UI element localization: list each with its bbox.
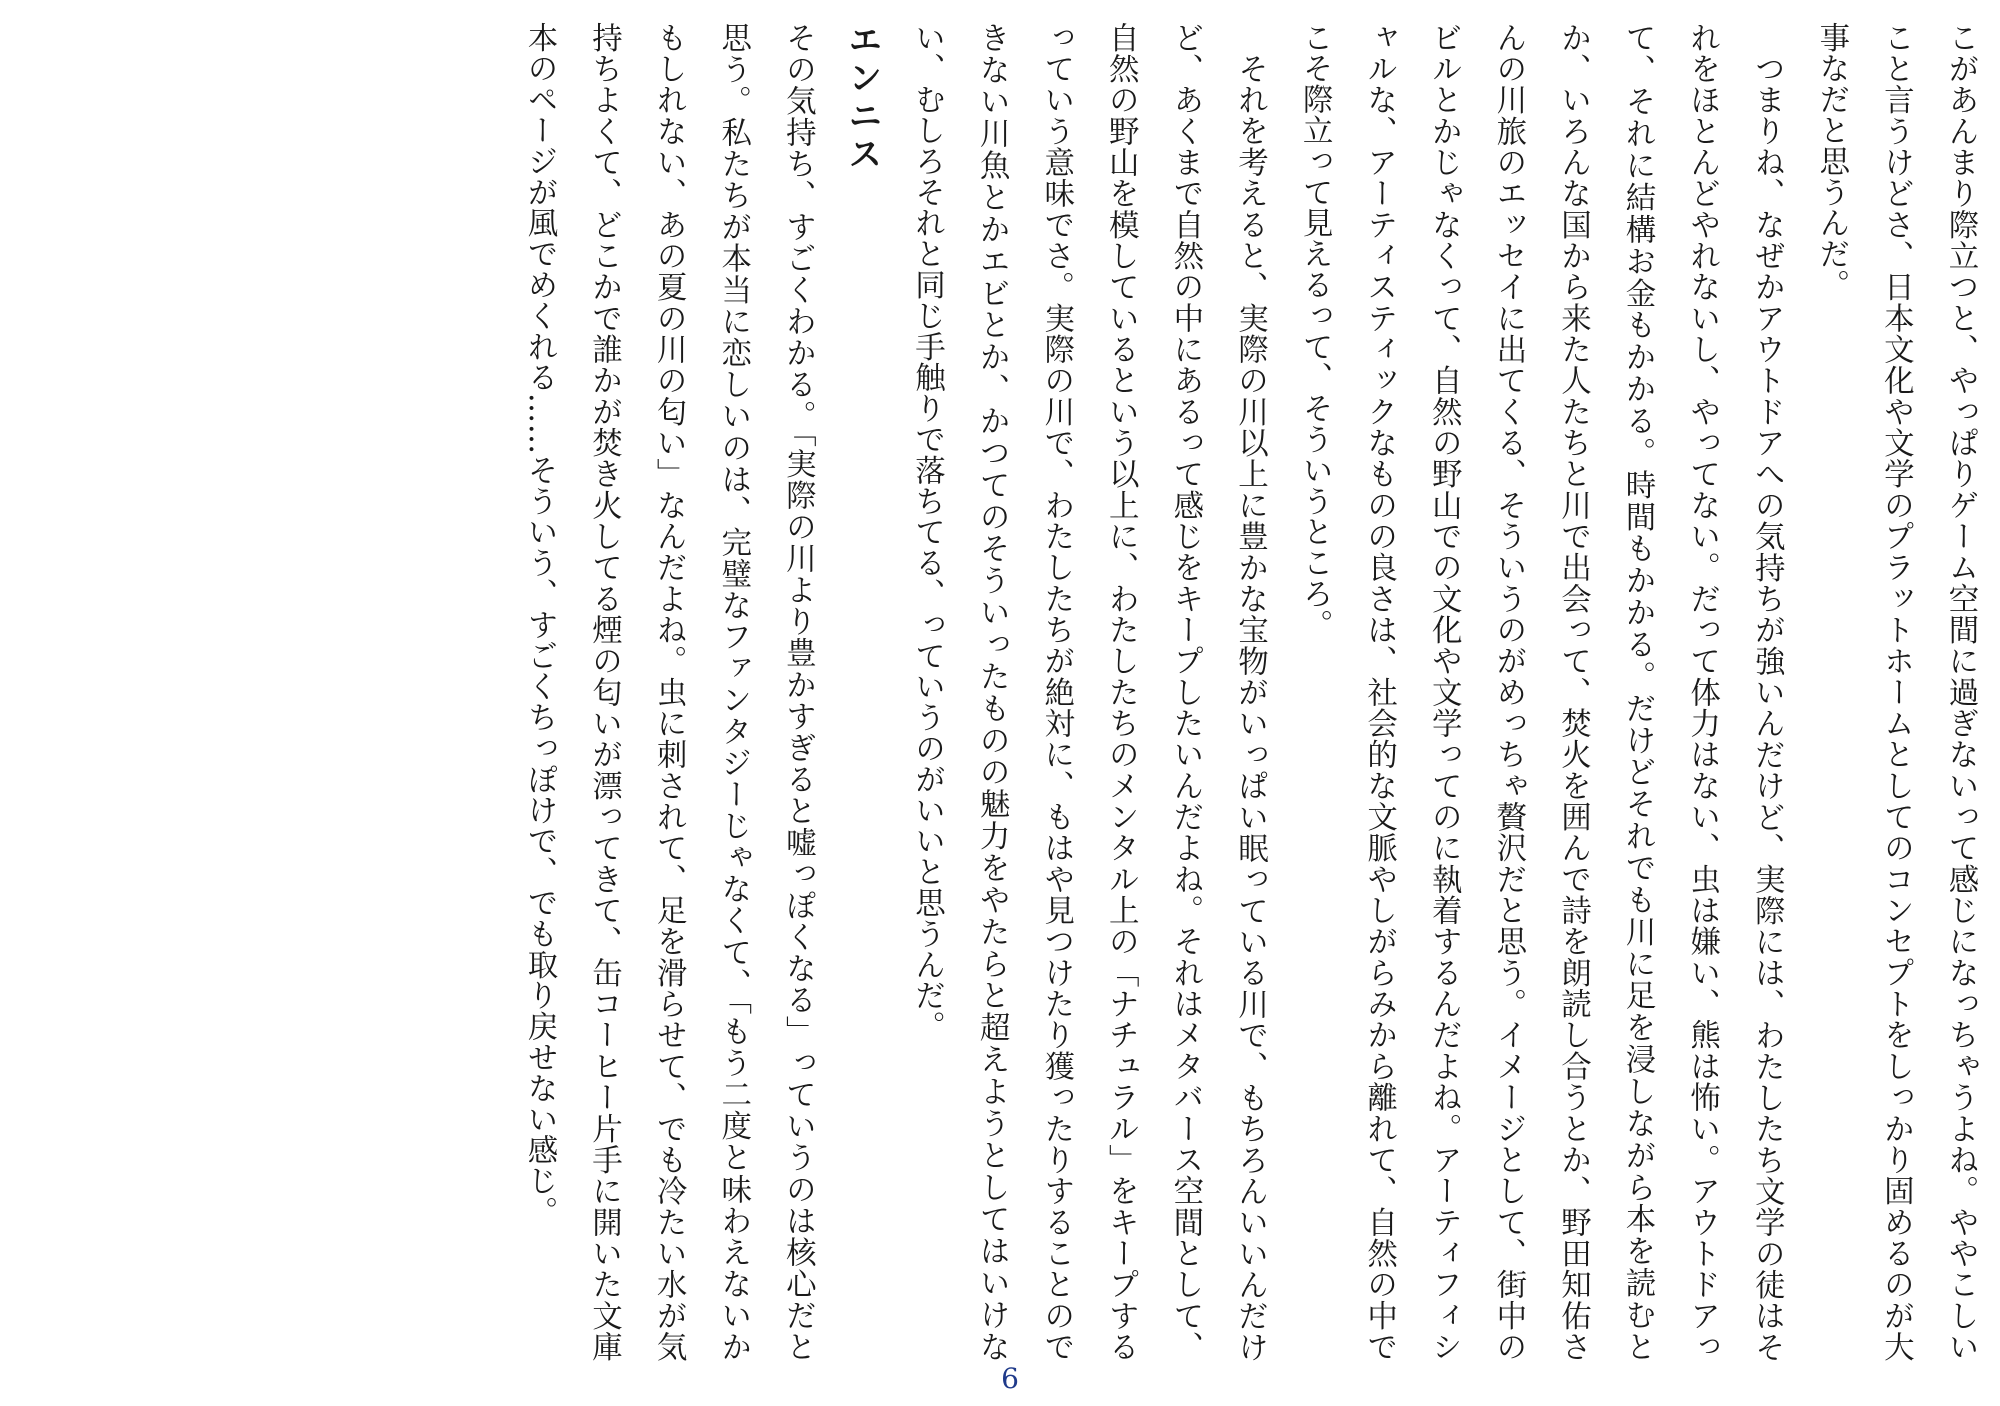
page-number: 6 — [1001, 1362, 1019, 1395]
vertical-body-text — [2, 22, 1992, 1362]
paragraph-1: こがあんまり際立つと、やっぱりゲーム空間に過ぎないって感じになっちゃうよね。ややこしいこと言うけどさ、日本文化や文学のプラットホームとしてのコンセプトをしっかり固めるのが大事なだと思うんだ。 — [1813, 22, 1978, 1362]
paragraph-3: それを考えると、実際の川以上に豊かな宝物がいっぱい眠っている川で、もちろんいいんだけど、あくまで自然の中にあるって感じをキープしたいんだよね。それはメタバース空間として、自然の野山を模しているという以上に、わたしたちのメンタル上の「ナチュラル」をキープするっていう意味でさ。実際の川で、わたしたちが絶対に、もはや見つけたり獲ったりすることのできない川魚とかエビとか、かつてのそういったものの魅力をやたらと超えようとしてはいけない、むしろそれと同じ手触りで落ちてる、っていうのがいいと思うんだ。 — [909, 22, 1268, 1362]
dialogue-block — [506, 22, 894, 1362]
paragraph-2: つまりね、なぜかアウトドアへの気持ちが強いんだけど、実際には、わたしたち文学の徒はそれをほとんどやれないし、やってない。だって体力はない、虫は嫌い、熊は怖い。アウトドアって、それに結構お金もかかる。時間もかかる。だけどそれでも川に足を浸しながら本を読むとか、いろんな国から来た人たちと川で出会って、焚火を囲んで詩を朗読し合うとか、野田知佑さんの川旅のエッセイに出てくる、そういうのがめっちゃ贅沢だと思う。イメージとして、街中のビルとかじゃなくって、自然の野山での文化や文学ってのに執着するんだよね。アーティフィシャルな、アーティスティックなものの良さは、社会的な文脈やしがらみから離れて、自然の中でこそ際立って見えるって、そういうところ。 — [1297, 22, 1785, 1362]
paragraph-4: その気持ち、すごくわかる。「実際の川より豊かすぎると嘘っぽくなる」っていうのは核心だと思う。私たちが本当に恋しいのは、完璧なファンタジーじゃなくて、「もう二度と味わえないかもしれない、あの夏の川の匂い」なんだよね。虫に刺されて、足を滑らせて、でも冷たい水が気持ちよくて、どこかで誰かが焚き火してる煙の匂いが漂ってきて、缶コーヒー片手に開いた文庫本のページが風でめくれる……そういう、すごくちっぽけで、でも取り戻せない感じ。 — [521, 22, 816, 1362]
speaker-name: エンニス — [841, 22, 882, 174]
